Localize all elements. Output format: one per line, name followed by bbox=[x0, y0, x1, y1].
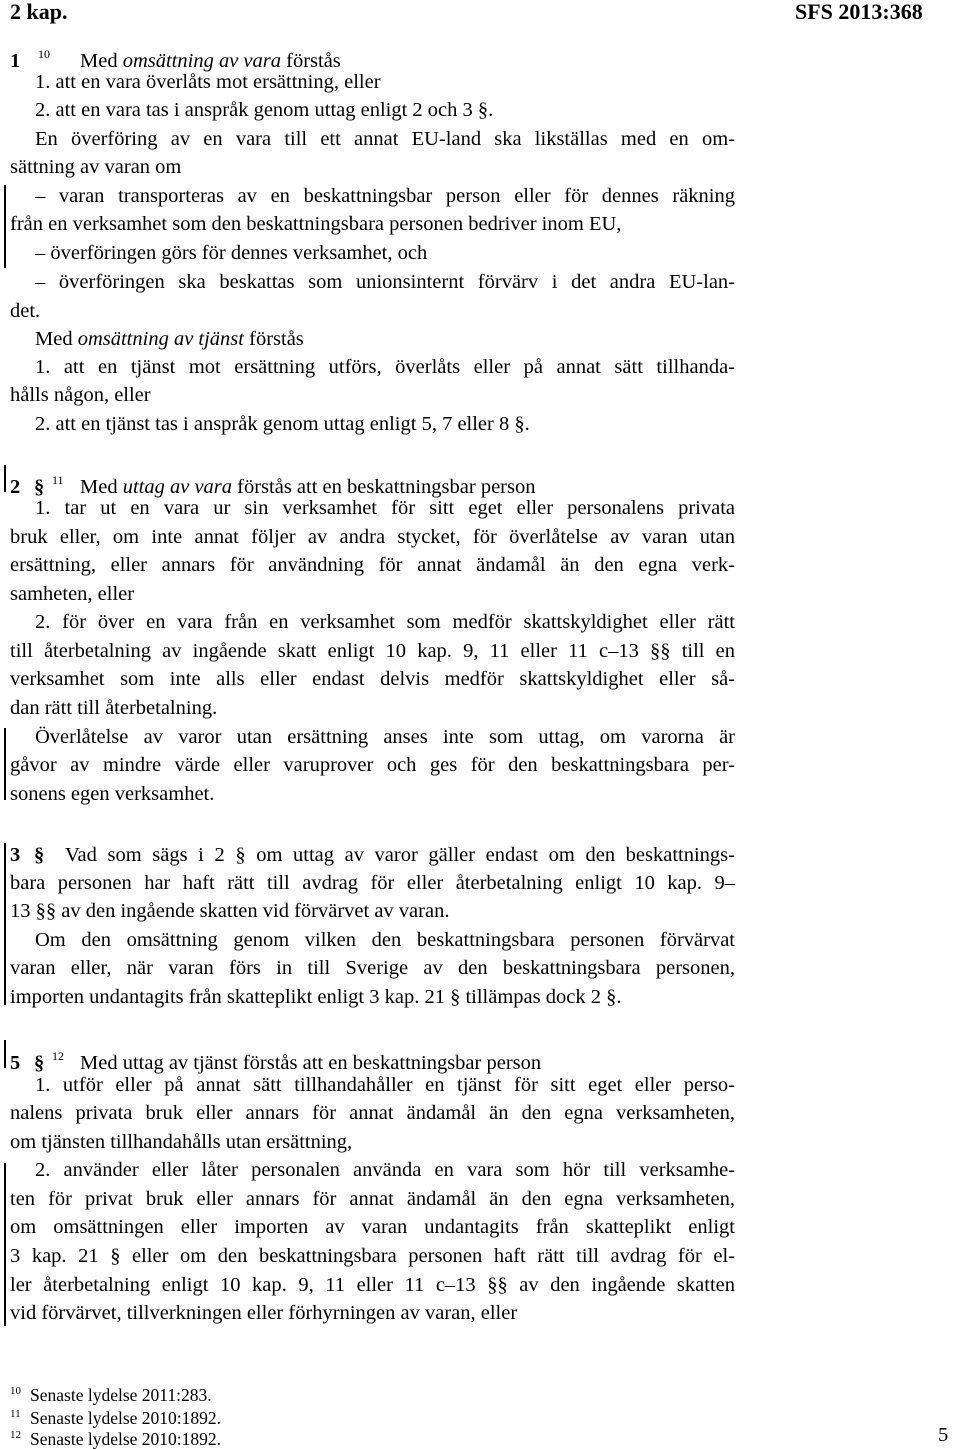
text-line: 1. tar ut en vara ur sin verksamhet för sitt eget eller personalens privata bbox=[35, 497, 735, 519]
section-number: 3 bbox=[10, 844, 21, 866]
text-line: samheten, eller bbox=[10, 583, 135, 605]
text-line: bruk eller, om inte annat följer av andra stycket, för överlåtelse av varan utan bbox=[10, 526, 735, 548]
text-line: ersättning, eller annars för användning för annat ändamål än den egna verk- bbox=[10, 554, 735, 576]
text-line: Med omsättning av tjänst förstås bbox=[35, 328, 304, 350]
change-bar bbox=[4, 185, 6, 268]
text-line: vid förvärvet, tillverkningen eller förhyrningen av varan, eller bbox=[10, 1302, 518, 1324]
text-line: varan eller, när varan förs in till Sverige av den beskattningsbara personen, bbox=[10, 957, 735, 979]
text-line: 2. för över en vara från en verksamhet som medför skattskyldighet eller rätt bbox=[35, 611, 735, 633]
change-bar bbox=[4, 1163, 6, 1326]
page-number: 5 bbox=[938, 1424, 949, 1446]
text-line: 2. att en vara tas i anspråk genom uttag enligt 2 och 3 §. bbox=[35, 99, 494, 121]
text-line: det. bbox=[10, 300, 41, 322]
change-bar bbox=[4, 728, 6, 800]
section-number: 5 bbox=[10, 1052, 21, 1074]
change-bar bbox=[4, 843, 6, 1005]
text-line: till återbetalning av ingående skatt enligt 10 kap. 9, 11 eller 11 c–13 §§ till en bbox=[10, 640, 735, 662]
text-line: sonens egen verksamhet. bbox=[10, 783, 215, 805]
text-line: Om den omsättning genom vilken den beskattningsbara personen förvärvat bbox=[35, 929, 735, 951]
section-number: 2 bbox=[10, 476, 21, 498]
section-number: 1 bbox=[10, 50, 21, 72]
text-line: 2. använder eller låter personalen använda en vara som hör till verksamhe- bbox=[35, 1159, 735, 1181]
footnote-text: Senaste lydelse 2011:283. bbox=[30, 1385, 212, 1405]
text-line: – överföringen ska beskattas som unionsinternt förvärv i det andra EU-lan- bbox=[35, 271, 735, 293]
sfs-number: SFS 2013:368 bbox=[795, 0, 923, 24]
footnote bbox=[10, 1381, 212, 1405]
text-line: 13 §§ av den ingående skatten vid förvärvet av varan. bbox=[10, 900, 450, 922]
text-line: 1. utför eller på annat sätt tillhandahåller en tjänst för sitt eget eller perso- bbox=[35, 1074, 735, 1096]
text-line: importen undantagits från skatteplikt enligt 3 kap. 21 § tillämpas dock 2 §. bbox=[10, 986, 622, 1008]
section-sign: § bbox=[34, 476, 45, 498]
text-line: dan rätt till återbetalning. bbox=[10, 697, 218, 719]
footnote-reference: 10 bbox=[38, 47, 50, 61]
section-1-heading bbox=[10, 43, 341, 72]
section-3-heading bbox=[10, 844, 52, 866]
text-line: om omsättningen eller importen av varan undantagits från skatteplikt enligt bbox=[10, 1216, 735, 1238]
text-line: 2. att en tjänst tas i anspråk genom uttag enligt 5, 7 eller 8 §. bbox=[35, 413, 530, 435]
footnote-number: 12 bbox=[10, 1429, 21, 1441]
footnote-reference: 12 bbox=[52, 1049, 64, 1063]
text-line: från en verksamhet som den beskattningsbara personen bedriver inom EU, bbox=[10, 213, 622, 235]
text-line: nalens privata bruk eller annars för annat ändamål än den egna verksamheten, bbox=[10, 1102, 735, 1124]
section-sign: § bbox=[34, 1052, 45, 1074]
text-line: sättning av varan om bbox=[10, 156, 182, 178]
section-intro: Med uttag av vara förstås att en beskattningsbar person bbox=[80, 476, 536, 498]
text-line: hålls någon, eller bbox=[10, 384, 151, 406]
footnote-number: 10 bbox=[10, 1385, 21, 1397]
change-bar bbox=[4, 465, 6, 492]
text-line: ler återbetalning enligt 10 kap. 9, 11 eller 11 c–13 §§ av den ingående skatten bbox=[10, 1274, 735, 1296]
text-line: verksamhet som inte alls eller endast delvis medför skattskyldighet eller så- bbox=[10, 668, 735, 690]
text-line: En överföring av en vara till ett annat EU-land ska likställas med en om- bbox=[35, 128, 735, 150]
section-2-heading bbox=[10, 469, 535, 498]
text-line: Överlåtelse av varor utan ersättning anses inte som uttag, om varorna är bbox=[35, 726, 735, 748]
text-line: 1. att en tjänst mot ersättning utförs, överlåts eller på annat sätt tillhanda- bbox=[35, 356, 735, 378]
section-sign: § bbox=[34, 844, 45, 866]
footnote-text: Senaste lydelse 2010:1892. bbox=[30, 1429, 222, 1449]
text-line: 3 kap. 21 § eller om den beskattningsbara personen haft rätt till avdrag för el- bbox=[10, 1245, 735, 1267]
footnote-reference: 11 bbox=[52, 473, 64, 487]
section-intro: Med uttag av tjänst förstås att en beskattningsbar person bbox=[80, 1052, 542, 1074]
text-line: 1. att en vara överlåts mot ersättning, eller bbox=[35, 71, 381, 93]
section-intro: Med omsättning av vara förstås bbox=[80, 50, 341, 72]
footnote-number: 11 bbox=[10, 1408, 21, 1420]
text-line: ten för privat bruk eller annars för annat ändamål än den egna verksamheten, bbox=[10, 1188, 735, 1210]
section-5-heading bbox=[10, 1045, 541, 1074]
footnote bbox=[10, 1425, 221, 1449]
text-line: Vad som sägs i 2 § om uttag av varor gäller endast om den beskattnings- bbox=[65, 844, 735, 866]
chapter-heading: 2 kap. bbox=[10, 0, 68, 24]
footnote-text: Senaste lydelse 2010:1892. bbox=[30, 1408, 222, 1428]
text-line: gåvor av mindre värde eller varuprover och ges för den beskattningsbara per- bbox=[10, 754, 735, 776]
change-bar bbox=[4, 1040, 6, 1068]
text-line: om tjänsten tillhandahålls utan ersättning, bbox=[10, 1131, 353, 1153]
text-line: bara personen har haft rätt till avdrag för eller återbetalning enligt 10 kap. 9– bbox=[10, 872, 735, 894]
text-line: – överföringen görs för dennes verksamhet, och bbox=[35, 242, 428, 264]
text-line: – varan transporteras av en beskattningsbar person eller för dennes räkning bbox=[35, 185, 735, 207]
